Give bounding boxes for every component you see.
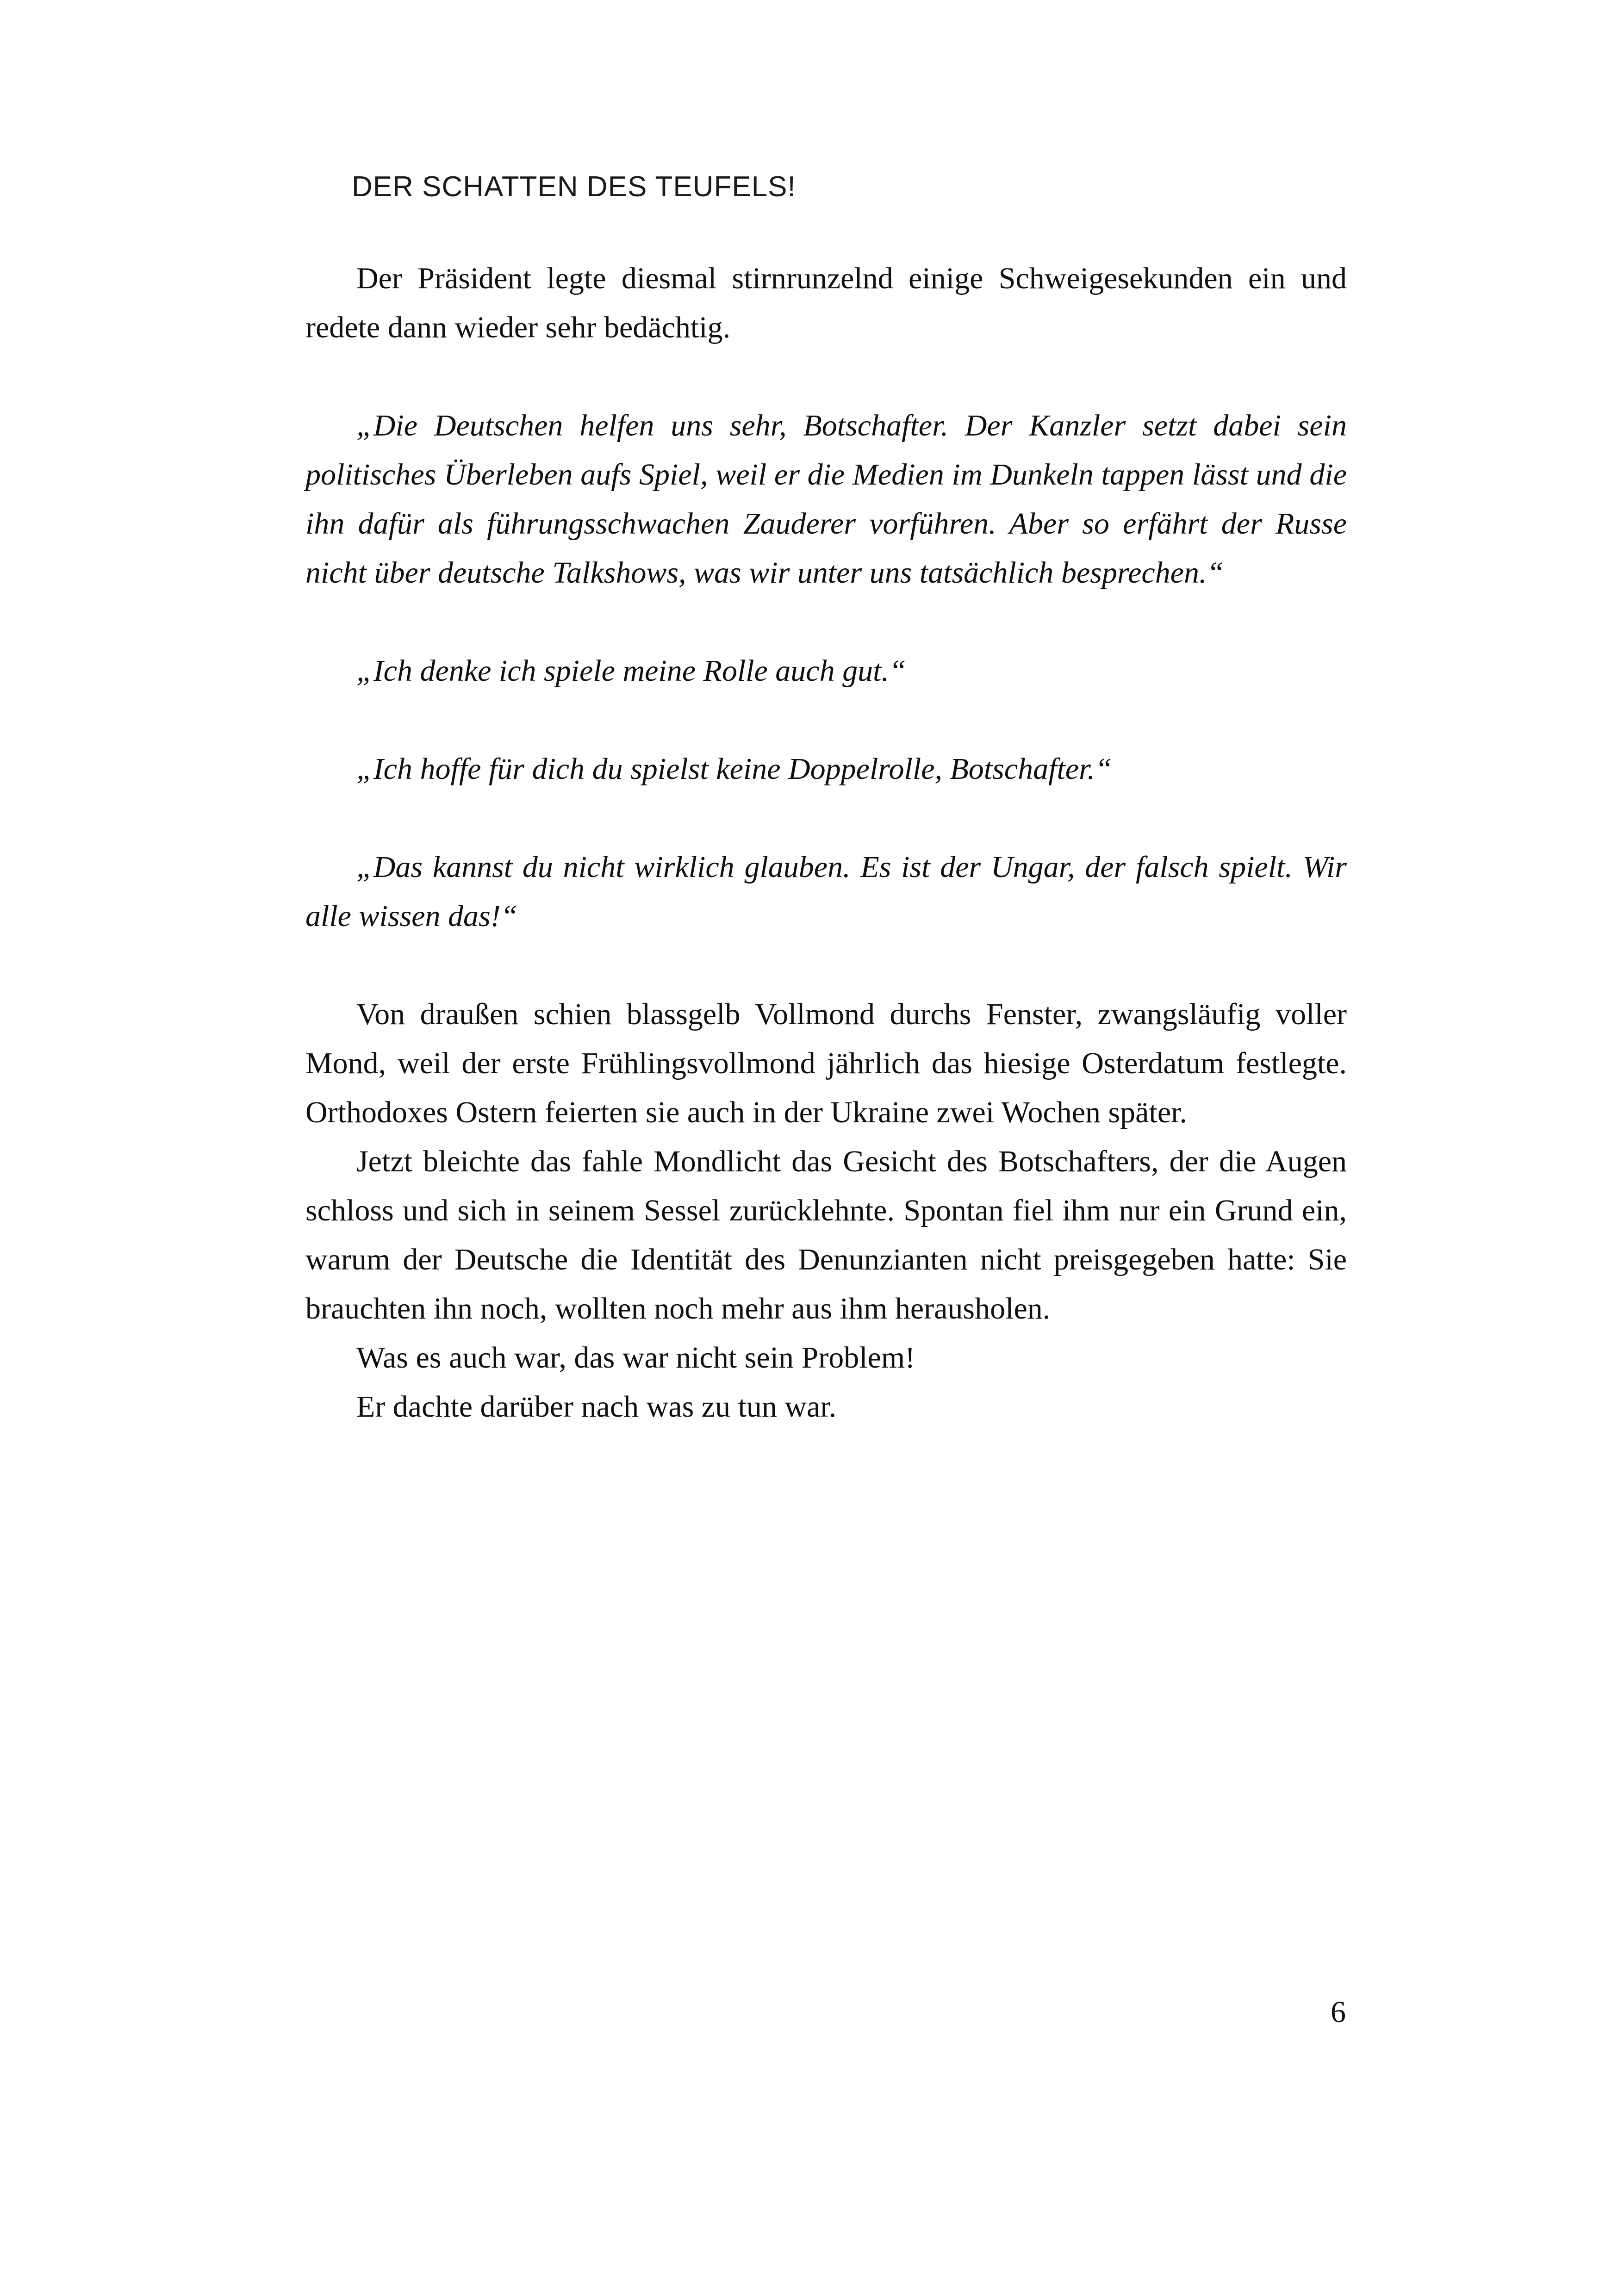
running-header: DER SCHATTEN DES TEUFELS! — [352, 171, 796, 203]
paragraph-dialogue: „Ich hoffe für dich du spielst keine Doppelrolle, Botschafter.“ — [356, 752, 1112, 786]
paragraph-dialogue: „Die Deutschen helfen uns sehr, Botschafter. Der Kanzler setzt dabei sein politisches Überleben aufs Spiel, weil er die Medien im Dunkeln tappen lässt und die ihn dafür als führungsschwachen Zauderer vorführen. Aber so erfährt der Russe nicht über deutsche Talkshows, was wir unter uns tatsächlich besprechen.“ — [305, 409, 1347, 590]
paragraph: Er dachte darüber nach was zu tun war. — [356, 1390, 837, 1424]
paragraph: Von draußen schien blassgelb Vollmond durchs Fenster, zwangsläufig voller Mond, weil der erste Frühlingsvollmond jährlich das hiesige Osterdatum festlegte. Orthodoxes Ostern feierten sie auch in der Ukraine zwei Wochen später. — [305, 997, 1347, 1129]
text-block — [305, 170, 1347, 1431]
paragraph: Jetzt bleichte das fahle Mondlicht das Gesicht des Botschafters, der die Augen schloss und sich in seinem Sessel zurücklehnte. Spontan fiel ihm nur ein Grund ein, warum der Deutsche die Identität des Denunzianten nicht preisgegeben hatte: Sie brauchten ihn noch, wollten noch mehr aus ihm herausholen. — [305, 1145, 1347, 1325]
paragraph-dialogue: „Das kannst du nicht wirklich glauben. Es ist der Ungar, der falsch spielt. Wir alle wissen das!“ — [305, 850, 1347, 933]
paragraph-dialogue: „Ich denke ich spiele meine Rolle auch gut.“ — [356, 654, 906, 688]
paragraph: Was es auch war, das war nicht sein Problem! — [356, 1341, 915, 1375]
page-number: 6 — [1331, 1995, 1346, 2029]
paragraph: Der Präsident legte diesmal stirnrunzelnd einige Schweigesekunden ein und redete dann wieder sehr bedächtig. — [305, 261, 1347, 344]
